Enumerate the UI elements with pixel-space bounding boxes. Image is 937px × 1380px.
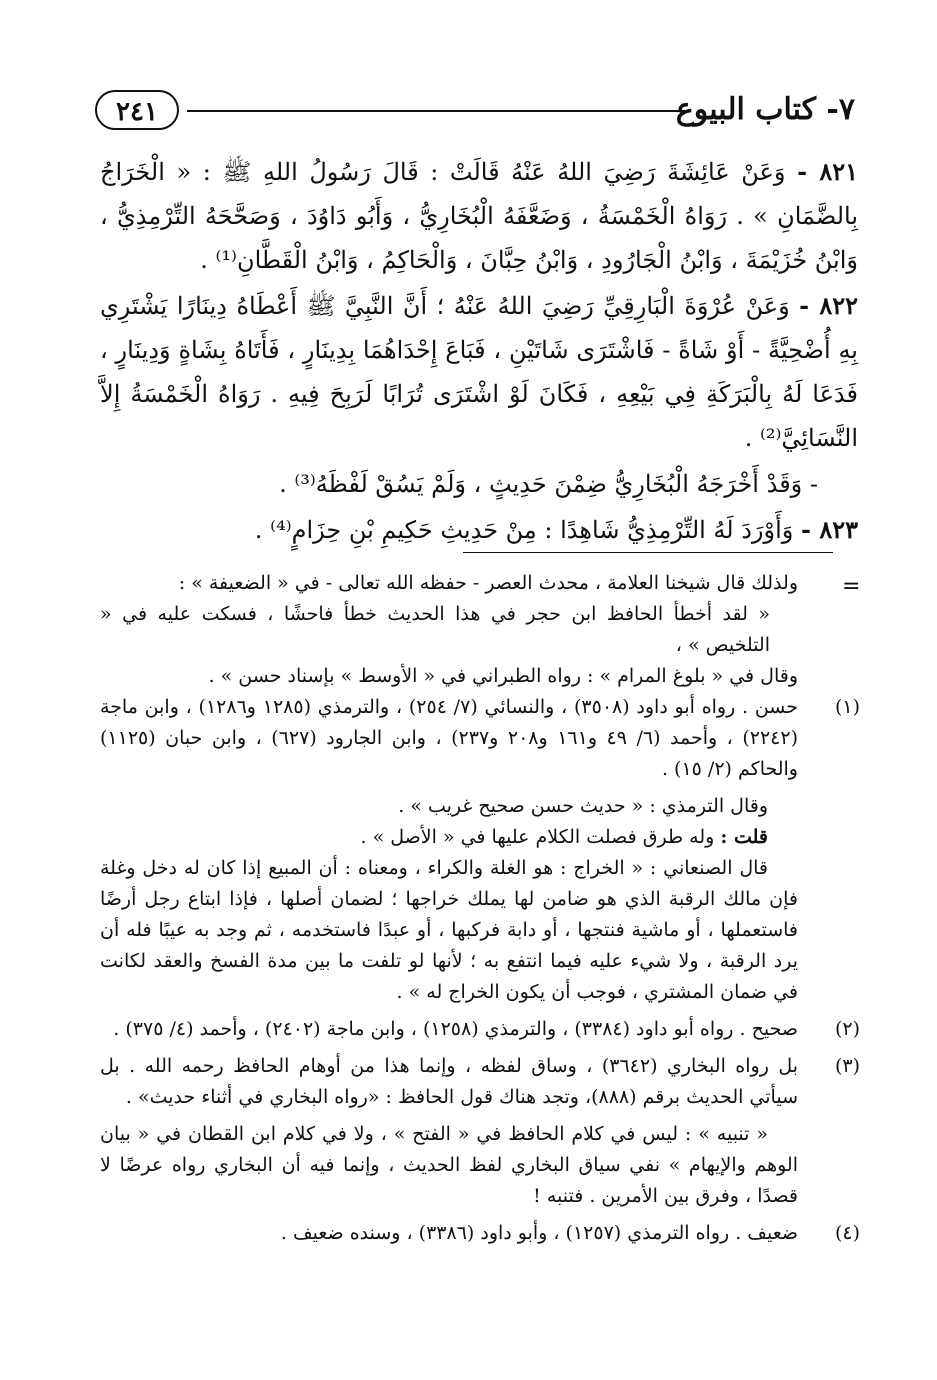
hadith-text: وَعَنْ عُرْوَةَ الْبَارِقِيِّ رَضِيَ اللهُ عَنْهُ ؛ أَنَّ النَّبِيَّ ﷺ أَعْطَاهُ دِينَارًا يَشْتَرِي بِهِ أُضْحِيَّةً - أَوْ شَاةً - فَاشْتَرَى شَاتَيْنِ ، فَبَاعَ إِحْدَاهُمَا بِدِينَارٍ ، فَأَتَاهُ بِشَاةٍ وَدِينَارٍ ، فَدَعَا لَهُ بِالْبَرَكَةِ فِي بَيْعِهِ ، فَكَانَ لَوْ اشْتَرَى تُرَابًا لَرَبِحَ فِيهِ . رَوَاهُ الْخَمْسَةُ إِلاَّ النَّسَائِيَّ⁽²⁾ . [100,292,858,452]
footnote-separator [463,552,833,553]
footnote-mark: (٤) [834,1222,860,1244]
hadith-note-text: - وَقَدْ أَخْرَجَهُ الْبُخَارِيُّ ضِمْنَ حَدِيثٍ ، وَلَمْ يَسُقْ لَفْظَهُ⁽³⁾ . [279,470,818,498]
hadith-text: وَأَوْرَدَ لَهُ التِّرْمِذِيُّ شَاهِدًا : مِنْ حَدِيثِ حَكِيمِ بْنِ حِزَامٍ⁽⁴⁾ . [254,516,794,544]
hadith-number: ٨٢٣ - [801,515,858,544]
footnotes [100,568,861,1249]
footnote-text: ضعيف . رواه الترمذي (١٢٥٧) ، وأبو داود (٣٣٨٦) ، وسنده ضعيف . [280,1222,798,1244]
footnote-1 [100,692,858,1008]
footnote-4 [100,1218,858,1249]
footnote-line: وقال في « بلوغ المرام » : رواه الطبراني في « الأوسط » بإسناد حسن » . [208,665,798,687]
footnote-continuation [100,568,861,692]
page-header [95,88,855,138]
footnote-text: قال الصنعاني : « الخراج : هو الغلة والكراء ، ومعناه : أن المبيع إذا كان له دخل وغلة فإن مالك الرقبة الذي هو ضامن لها يملك خراجها ؛ لضمان أصلها ، فإذا ابتاع رجل أرضًا فاستعملها ، أو ماشية فنتجها ، أو دابة فركبها ، أو عبدًا فاستخدمه ، ثم وجد به عيبًا فله أن يرد الرقبة ، ولا شيء عليه فيما انتفع به ؛ لأنها لو تلفت ما بين مدة الفسخ والعقد لكانت في ضمان المشتري ، فوجب أن يكون الخراج له » . [100,857,798,1003]
footnote-3 [100,1051,858,1212]
continuation-mark: = [842,574,861,599]
footnote-text: وقال الترمذي : « حديث حسن صحيح غريب » . [398,795,768,817]
footnote-text: حسن . رواه أبو داود (٣٥٠٨) ، والنسائي (٧/ ٢٥٤) ، والترمذي (١٢٨٥ و١٢٨٦) ، وابن ماجة (٢٢٤٢) ، وأحمد (٦/ ٤٩ و١٦١ و٢٠٨ و٢٣٧) ، وابن الجارود (٦٢٧) ، وابن حبان (١١٢٥) والحاكم (٢/ ١٥) . [100,696,799,780]
hadith-823 [100,508,858,552]
footnote-mark: (٣) [834,1055,860,1077]
main-text [100,150,858,554]
footnote-mark: (٢) [834,1018,860,1040]
footnote-lead: قلت : [720,826,768,848]
hadith-821 [100,150,858,282]
footnote-line: ولذلك قال شيخنا العلامة ، محدث العصر - حفظه الله تعالى - في « الضعيفة » : [178,572,798,594]
page-number: ٢٤١ [95,90,179,130]
footnote-line: « لقد أخطأ الحافظ ابن حجر في هذا الحديث خطأ فاحشًا ، فسكت عليه في « التلخيص » ، [100,603,770,656]
footnote-text [100,822,798,853]
footnote-text: بل رواه البخاري (٣٦٤٢) ، وساق لفظه ، وإنما هذا من أوهام الحافظ رحمه الله . بل سيأتي الحديث برقم (٨٨٨)، وتجد هناك قول الحافظ : «رواه البخاري في أثناء حديث» . [100,1055,798,1108]
hadith-text: وَعَنْ عَائِشَةَ رَضِيَ اللهُ عَنْهُ قَالَتْ : قَالَ رَسُولُ اللهِ ﷺ : « الْخَرَاجُ بِالضَّمَانِ » . رَوَاهُ الْخَمْسَةُ ، وَضَعَّفَهُ الْبُخَارِيُّ ، وَأَبُو دَاوُدَ ، وَصَحَّحَهُ التِّرْمِذِيُّ ، وَابْنُ خُزَيْمَةَ ، وَابْنُ الْجَارُودِ ، وَابْنُ حِبَّانَ ، وَالْحَاكِمُ ، وَابْنُ الْقَطَّانِ⁽¹⁾ . [100,158,858,274]
hadith-822-note [100,462,858,506]
hadith-number: ٨٢٢ - [799,291,858,320]
footnote-text: « تنبيه » : ليس في كلام الحافظ في « الفتح » ، ولا في كلام ابن القطان في « بيان الوهم والإيهام » نفي سياق البخاري لفظ الحديث ، وإنما فيه أن البخاري رواه عرضًا لا قصدًا ، وفرق بين الأمرين . فتنبه ! [100,1123,798,1207]
footnote-mark: (١) [834,696,860,718]
footnote-text-span: وله طرق فصلت الكلام عليها في « الأصل » . [360,826,721,848]
chapter-title: ٧- كتاب البيوع [675,92,855,127]
footnote-text: صحيح . رواه أبو داود (٣٣٨٤) ، والترمذي (١٢٥٨) ، وابن ماجة (٢٤٠٢) ، وأحمد (٤/ ٣٧٥) . [113,1018,798,1040]
hadith-number: ٨٢١ - [797,157,859,186]
hadith-822 [100,284,858,460]
header-rule [187,110,687,112]
footnote-2 [100,1014,858,1045]
